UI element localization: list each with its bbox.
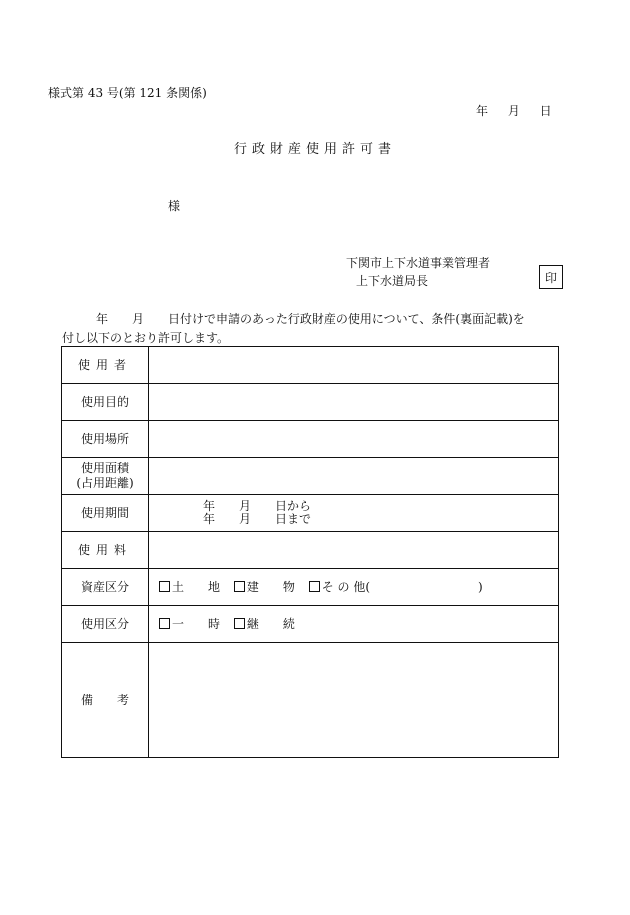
checkbox-icon[interactable] bbox=[234, 581, 245, 592]
table-row bbox=[62, 347, 559, 384]
intro-text-line1: 年 月 日付けで申請のあった行政財産の使用について、条件(裏面記載)を bbox=[96, 312, 525, 326]
use-temporary-label: 一 時 bbox=[172, 616, 221, 631]
area-label bbox=[62, 458, 149, 495]
checkbox-icon[interactable] bbox=[159, 618, 170, 629]
remarks-field[interactable] bbox=[149, 643, 559, 758]
asset-land-label: 土 地 bbox=[172, 579, 221, 594]
issuer-title: 下関市上下水道事業管理者 bbox=[346, 256, 491, 270]
asset-other-option[interactable] bbox=[309, 580, 483, 594]
asset-building-option[interactable] bbox=[234, 580, 295, 594]
table-row bbox=[62, 606, 559, 643]
checkbox-icon[interactable] bbox=[309, 581, 320, 592]
asset-other-label: そ の 他( ) bbox=[321, 579, 483, 594]
permit-table bbox=[61, 346, 559, 758]
addressee-suffix: 様 bbox=[168, 199, 181, 213]
use-continuous-option[interactable] bbox=[234, 617, 295, 631]
issuer-name: 上下水道局長 bbox=[356, 274, 429, 288]
period-from: 年 月 日から bbox=[203, 499, 312, 513]
issue-date: 年 月 日 bbox=[476, 104, 552, 118]
asset-class-label: 資産区分 bbox=[62, 569, 149, 606]
asset-land-option[interactable] bbox=[159, 580, 220, 594]
table-row bbox=[62, 458, 559, 495]
use-temporary-option[interactable] bbox=[159, 617, 220, 631]
table-row bbox=[62, 495, 559, 532]
fee-field[interactable] bbox=[149, 532, 559, 569]
checkbox-icon[interactable] bbox=[159, 581, 170, 592]
use-class-label: 使用区分 bbox=[62, 606, 149, 643]
asset-class-field bbox=[149, 569, 559, 606]
form-number: 様式第 43 号(第 121 条関係) bbox=[48, 86, 207, 100]
place-label: 使用場所 bbox=[62, 421, 149, 458]
intro-text-line2: 付し以下のとおり許可します。 bbox=[62, 331, 230, 345]
checkbox-icon[interactable] bbox=[234, 618, 245, 629]
period-label: 使用期間 bbox=[62, 495, 149, 532]
period-field[interactable] bbox=[149, 495, 559, 532]
use-continuous-label: 継 続 bbox=[246, 616, 295, 631]
user-field[interactable] bbox=[149, 347, 559, 384]
document-title: 行政財産使用許可書 bbox=[233, 142, 396, 157]
table-row bbox=[62, 569, 559, 606]
period-to: 年 月 日まで bbox=[203, 512, 312, 526]
area-label-line1: 使用面積 bbox=[80, 461, 129, 475]
table-row bbox=[62, 384, 559, 421]
table-row bbox=[62, 421, 559, 458]
use-class-field bbox=[149, 606, 559, 643]
asset-building-label: 建 物 bbox=[246, 579, 295, 594]
user-label: 使用者 bbox=[62, 347, 149, 384]
seal-stamp-box: 印 bbox=[539, 265, 563, 289]
purpose-field[interactable] bbox=[149, 384, 559, 421]
purpose-label: 使用目的 bbox=[62, 384, 149, 421]
area-label-line2: (占用距離) bbox=[76, 476, 134, 490]
area-field[interactable] bbox=[149, 458, 559, 495]
table-row bbox=[62, 532, 559, 569]
remarks-label: 備 考 bbox=[62, 643, 149, 758]
place-field[interactable] bbox=[149, 421, 559, 458]
table-row bbox=[62, 643, 559, 758]
fee-label: 使用料 bbox=[62, 532, 149, 569]
